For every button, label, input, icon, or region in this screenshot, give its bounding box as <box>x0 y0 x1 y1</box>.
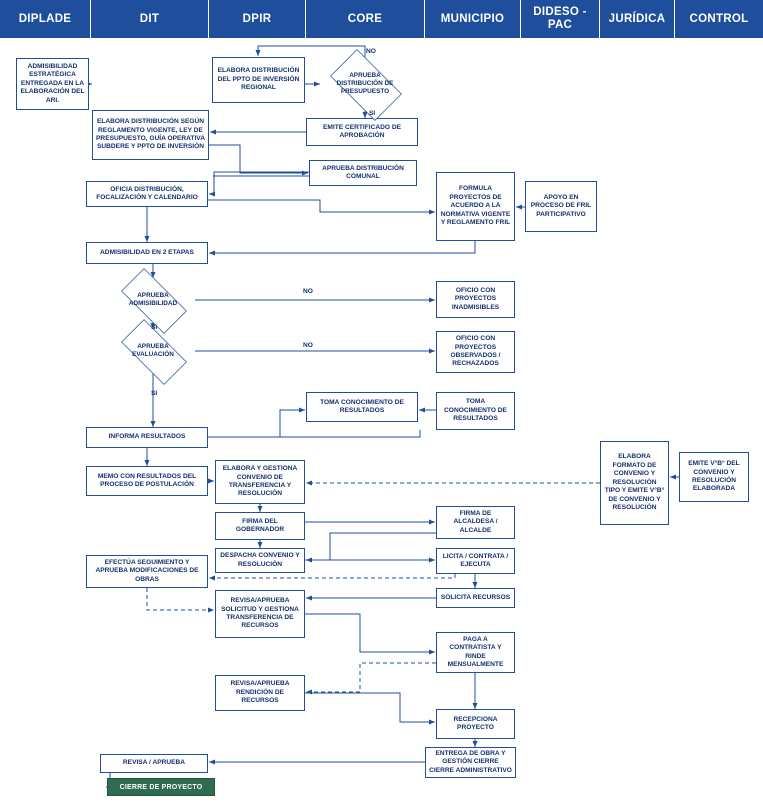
edge-label-no-presupuesto: NO <box>366 48 376 55</box>
node-revisa-aprueba-final[interactable]: REVISA / APRUEBA <box>100 754 208 773</box>
node-oficia-distribucion[interactable]: OFICIA DISTRIBUCIÓN, FOCALIZACIÓN Y CALENDARIO <box>86 181 208 207</box>
node-revisa-aprueba-rendicion[interactable]: REVISA/APRUEBA RENDICIÓN DE RECURSOS <box>215 675 305 711</box>
decision-aprueba-distribucion-presupuesto[interactable] <box>321 58 409 110</box>
node-elabora-gestiona-convenio[interactable]: ELABORA Y GESTIONA CONVENIO DE TRANSFERENCIA Y RESOLUCIÓN <box>215 460 305 504</box>
edge-label-si-presupuesto: SI <box>369 110 376 117</box>
node-firma-alcaldesa-alcalde[interactable]: FIRMA DE ALCALDESA / ALCALDE <box>436 506 515 539</box>
node-recepciona-proyecto[interactable]: RECEPCIONA PROYECTO <box>436 709 515 739</box>
decision-aprueba-evaluacion[interactable] <box>111 329 195 373</box>
node-elabora-distribucion-reglamento[interactable]: ELABORA DISTRIBUCIÓN SEGÚN REGLAMENTO VIGENTE, LEY DE PRESUPUESTO, GUÍA OPERATIVA SUBDERE Y PPTO DE INVERSIÓN <box>92 110 209 160</box>
node-cierre-de-proyecto[interactable]: CIERRE DE PROYECTO <box>107 778 215 796</box>
column-header-dit: DIT <box>91 0 209 38</box>
node-licita-contrata-ejecuta[interactable]: LICITA / CONTRATA / EJECUTA <box>436 548 515 574</box>
node-entrega-obra-cierre[interactable]: ENTREGA DE OBRA Y GESTIÓN CIERRE CIERRE ADMINISTRATIVO <box>425 747 516 778</box>
node-efectua-seguimiento[interactable]: EFECTÚA SEGUIMIENTO Y APRUEBA MODIFICACIONES DE OBRAS <box>86 555 208 588</box>
column-header-municipio: MUNICIPIO <box>425 0 521 38</box>
decision-label: APRUEBA ADMISIBILIDAD <box>128 292 178 307</box>
node-despacha-convenio[interactable]: DESPACHA CONVENIO Y RESOLUCIÓN <box>215 548 305 573</box>
edge-label-si-admisibilidad: SI <box>151 324 158 331</box>
column-header-core: CORE <box>306 0 425 38</box>
node-paga-contratista[interactable]: PAGA A CONTRATISTA Y RINDE MENSUALMENTE <box>436 632 515 673</box>
node-toma-conocimiento-core[interactable]: TOMA CONOCIMIENTO DE RESULTADOS <box>306 392 418 422</box>
node-solicita-recursos[interactable]: SOLICITA RECURSOS <box>436 588 515 608</box>
node-elabora-distribucion-ppto[interactable]: ELABORA DISTRIBUCIÓN DEL PPTO DE INVERSIÓN REGIONAL <box>212 57 305 103</box>
edge-label-no-admisibilidad: NO <box>303 288 313 295</box>
decision-aprueba-admisibilidad[interactable] <box>111 278 195 322</box>
decision-label: APRUEBA EVALUACIÓN <box>132 343 174 358</box>
node-apoyo-fril-participativo[interactable]: APOYO EN PROCESO DE FRIL PARTICIPATIVO <box>525 181 597 232</box>
node-emite-certificado-aprobacion[interactable]: EMITE CERTIFICADO DE APROBACIÓN <box>306 118 418 146</box>
column-header-dideso-pac: DIDESO - PAC <box>521 0 600 38</box>
column-header-diplade: DIPLADE <box>0 0 91 38</box>
node-emite-vb-convenio[interactable]: EMITE V°B° DEL CONVENIO Y RESOLUCIÓN ELABORADA <box>679 452 749 502</box>
node-informa-resultados[interactable]: INFORMA RESULTADOS <box>86 427 208 448</box>
node-aprueba-distribucion-comunal[interactable]: APRUEBA DISTRIBUCIÓN COMUNAL <box>309 160 417 186</box>
column-header-juridica: JURÍDICA <box>600 0 675 38</box>
node-formula-proyectos[interactable]: FORMULA PROYECTOS DE ACUERDO A LA NORMATIVA VIGENTE Y REGLAMENTO FRIL <box>436 172 515 241</box>
decision-label: APRUEBA DISTRIBUCIÓN DE PRESUPUESTO <box>336 72 394 95</box>
node-memo-resultados-postulacion[interactable]: MEMO CON RESULTADOS DEL PROCESO DE POSTULACIÓN <box>86 466 208 496</box>
node-oficio-proyectos-observados[interactable]: OFICIO CON PROYECTOS OBSERVADOS / RECHAZADOS <box>436 331 515 373</box>
node-admisibilidad-2-etapas[interactable]: ADMISIBILIDAD EN 2 ETAPAS <box>86 242 208 264</box>
node-firma-gobernador[interactable]: FIRMA DEL GOBERNADOR <box>215 512 305 540</box>
node-admisibilidad-estrategica[interactable]: ADMISIBILIDAD ESTRATÉGICA ENTREGADA EN LA ELABORACIÓN DEL ARI. <box>16 58 89 110</box>
node-revisa-aprueba-solicitud[interactable]: REVISA/APRUEBA SOLICITUD Y GESTIONA TRANSFERENCIA DE RECURSOS <box>215 590 305 638</box>
edge-label-no-evaluacion: NO <box>303 342 313 349</box>
column-header-control: CONTROL <box>675 0 763 38</box>
node-oficio-proyectos-inadmisibles[interactable]: OFICIO CON PROYECTOS INADMISIBLES <box>436 281 515 318</box>
node-toma-conocimiento-municipio[interactable]: TOMA CONOCIMIENTO DE RESULTADOS <box>436 392 515 430</box>
edge-label-si-evaluacion: SI <box>151 390 158 397</box>
node-elabora-formato-convenio[interactable]: ELABORA FORMATO DE CONVENIO Y RESOLUCIÓN TIPO Y EMITE V°B° DE CONVENIO Y RESOLUCIÓN <box>600 441 669 525</box>
column-header-dpir: DPIR <box>209 0 306 38</box>
